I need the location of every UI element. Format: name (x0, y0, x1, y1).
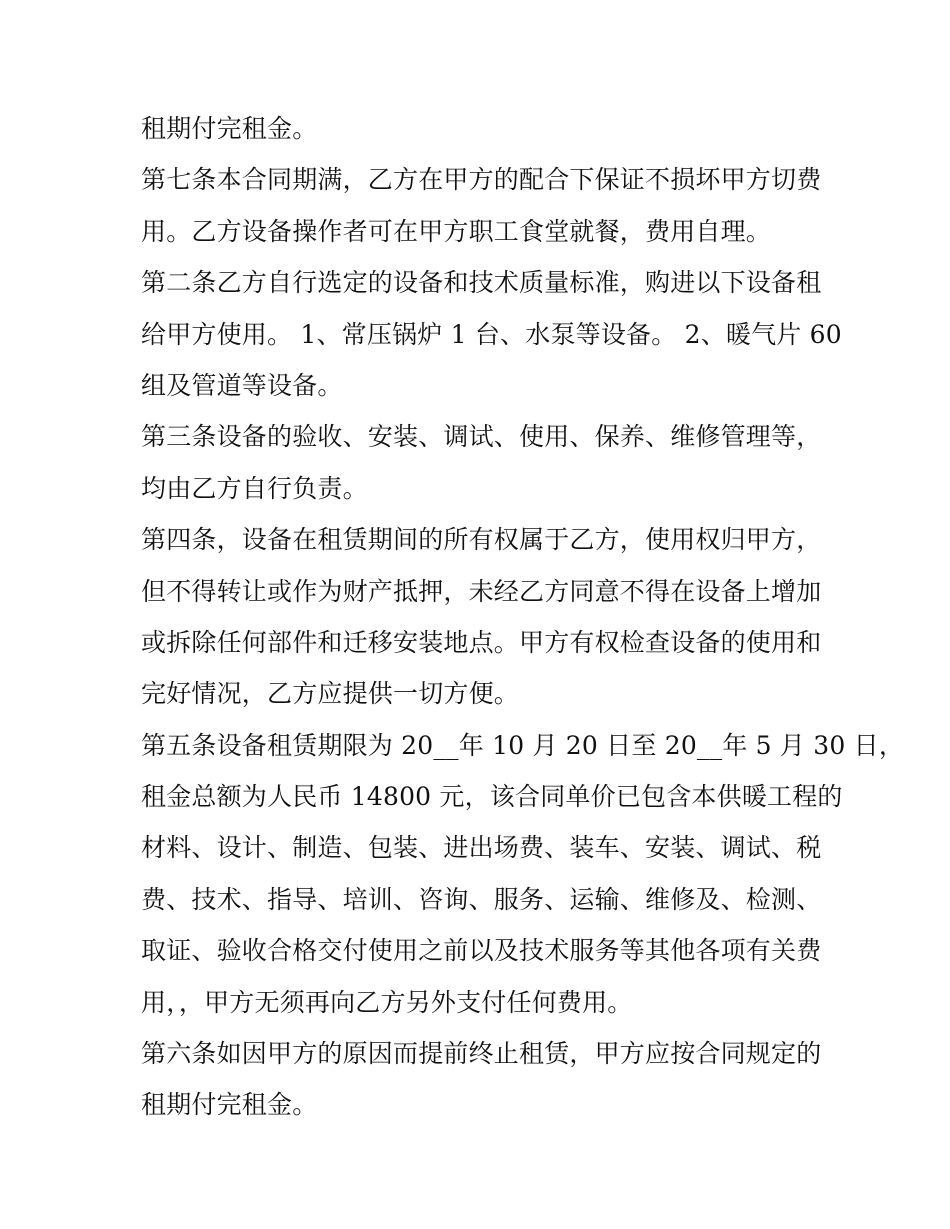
text-line: 第五条设备租赁期限为 20__年 10 月 20 日至 20__年 5 月 30 日， (141, 730, 905, 760)
text-line: 组及管道等设备。 (141, 370, 343, 400)
text-line: 材料、设计、制造、包装、进出场费、装车、安装、调试、税 (141, 833, 822, 863)
text-line: 费、技术、指导、培训、咨询、服务、运输、维修及、检测、 (141, 884, 822, 914)
text-line: 但不得转让或作为财产抵押，未经乙方同意不得在设备上增加 (141, 576, 822, 606)
text-line: 第四条，设备在租赁期间的所有权属于乙方，使用权归甲方， (141, 525, 822, 555)
text-line: 第六条如因甲方的原因而提前终止租赁，甲方应按合同规定的 (141, 1039, 822, 1069)
text-line: 或拆除任何部件和迁移安装地点。甲方有权检查设备的使用和 (141, 627, 822, 657)
text-line: 第七条本合同期满，乙方在甲方的配合下保证不损坏甲方切费 (141, 165, 822, 195)
text-line: 用。乙方设备操作者可在甲方职工食堂就餐，费用自理。 (141, 216, 772, 246)
text-line: 租期付完租金。 (141, 114, 318, 143)
text-line: 完好情况，乙方应提供一切方便。 (141, 679, 520, 709)
text-line: 均由乙方自行负责。 (141, 473, 368, 503)
text-line: 第三条设备的验收、安装、调试、使用、保养、维修管理等， (141, 422, 822, 452)
text-line: 取证、验收合格交付使用之前以及技术服务等其他各项有关费 (141, 936, 822, 966)
text-line: 租金总额为人民币 14800 元，该合同单价已包含本供暖工程的 (141, 782, 843, 812)
document-body (141, 107, 905, 1135)
text-line: 用，，甲方无须再向乙方另外支付任何费用。 (141, 987, 633, 1017)
text-line: 租期付完租金。 (141, 1090, 318, 1120)
text-line: 给甲方使用。 1、常压锅炉 1 台、水泵等设备。 2、暖气片 60 (141, 319, 842, 349)
text-line: 第二条乙方自行选定的设备和技术质量标准，购进以下设备租 (141, 268, 822, 298)
